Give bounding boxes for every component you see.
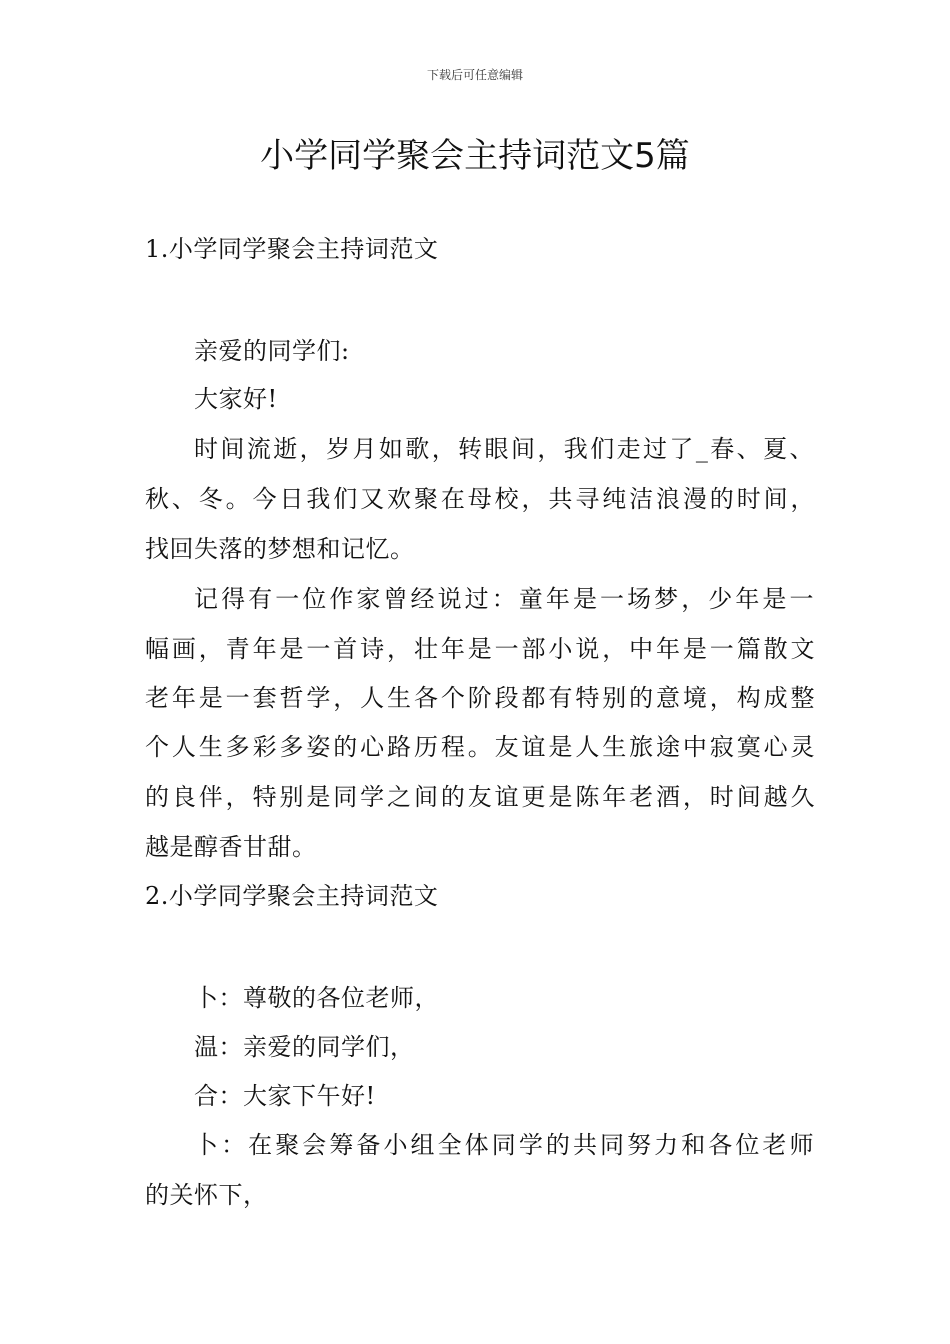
paragraph-line: 卜：尊敬的各位老师， bbox=[194, 984, 439, 1012]
paragraph-line: 卜：在聚会筹备小组全体同学的共同努力和各位老师 bbox=[194, 1131, 814, 1159]
paragraph-line: 记得有一位作家曾经说过：童年是一场梦，少年是一 bbox=[194, 585, 814, 613]
paragraph-line: 老年是一套哲学，人生各个阶段都有特别的意境，构成整 bbox=[145, 684, 815, 712]
paragraph-line: 的良伴，特别是同学之间的友谊更是陈年老酒，时间越久 bbox=[145, 783, 815, 811]
section-heading-2: 2.小学同学聚会主持词范文 bbox=[145, 882, 439, 910]
paragraph-line: 合：大家下午好! bbox=[194, 1082, 376, 1110]
paragraph-line: 越是醇香甘甜。 bbox=[145, 833, 317, 861]
paragraph-line: 的关怀下， bbox=[145, 1181, 268, 1209]
paragraph-line: 幅画，青年是一首诗，壮年是一部小说，中年是一篇散文 bbox=[145, 635, 815, 663]
page-header: 下载后可任意编辑 bbox=[426, 68, 523, 82]
paragraph-line: 时间流逝，岁月如歌，转眼间，我们走过了_春、夏、 bbox=[194, 435, 814, 463]
paragraph-line: 温：亲爱的同学们， bbox=[194, 1033, 415, 1061]
paragraph-line: 个人生多彩多姿的心路历程。友谊是人生旅途中寂寞心灵 bbox=[145, 733, 815, 761]
document-title: 小学同学聚会主持词范文5篇 bbox=[260, 136, 690, 176]
paragraph-line: 亲爱的同学们: bbox=[194, 337, 350, 365]
section-heading-1: 1.小学同学聚会主持词范文 bbox=[145, 235, 439, 263]
paragraph-line: 大家好! bbox=[194, 385, 278, 413]
paragraph-line: 秋、冬。今日我们又欢聚在母校，共寻纯洁浪漫的时间， bbox=[145, 485, 815, 513]
paragraph-line: 找回失落的梦想和记忆。 bbox=[145, 535, 415, 563]
